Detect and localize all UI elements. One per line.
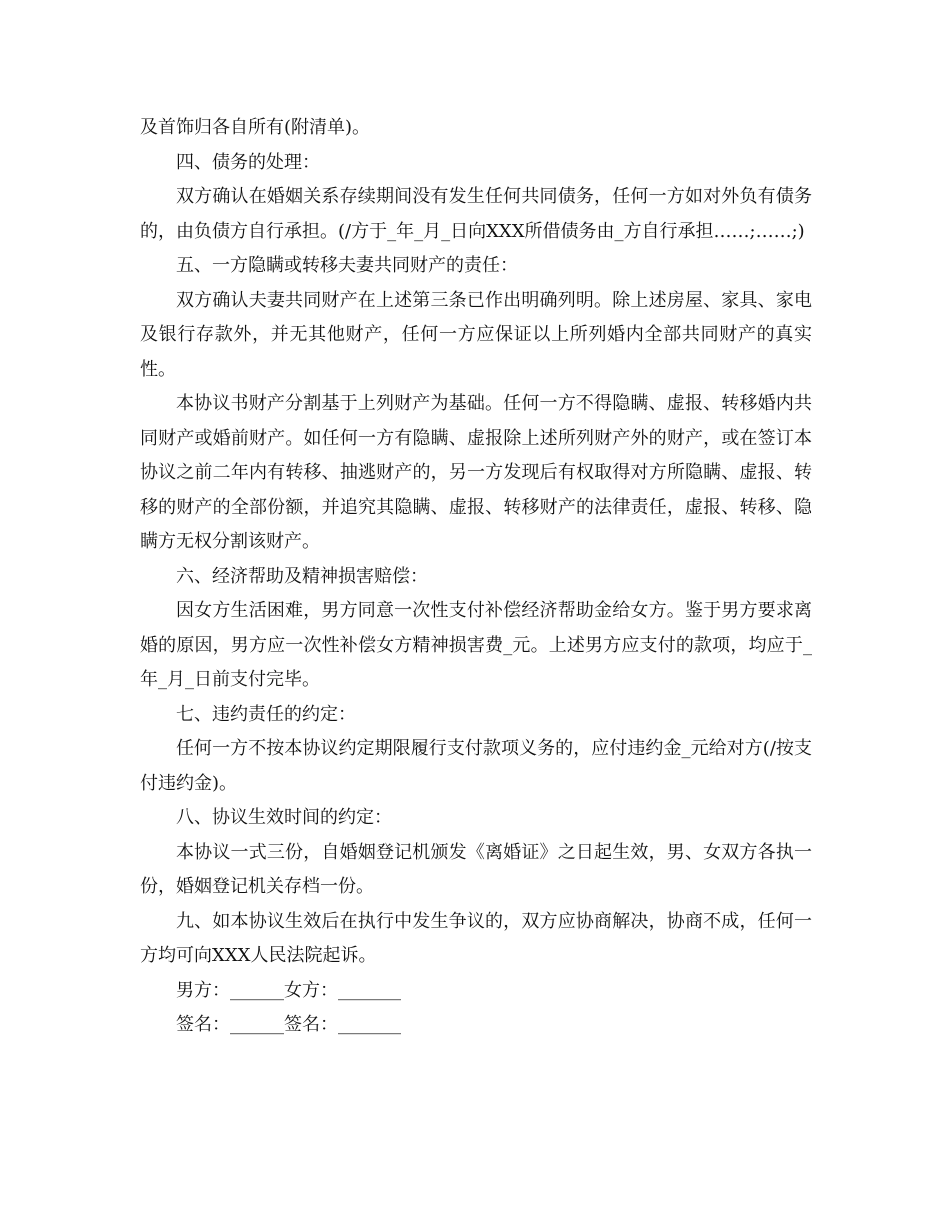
paragraph-effective-time: 本协议一式三份，自婚姻登记机颁发《离婚证》之日起生效，男、女双方各执一份，婚姻登记机关存档一份。 [140, 841, 812, 897]
heading-effective-time: 八、协议生效时间的约定： [176, 807, 392, 828]
paragraph-economic-assistance: 因女方生活困难，男方同意一次性支付补偿经济帮助金给女方。鉴于男方要求离婚的原因，男方应一次性补偿女方精神损害费_元。上述男方应支付的款项，均应于_年_月_日前支付完毕。 [140, 600, 812, 690]
paragraph-breach-liability: 任何一方不按本协议约定期限履行支付款项义务的，应付违约金_元给对方(/按支付违约金)。 [140, 738, 812, 794]
paragraph-joint-property-confirmation: 双方确认夫妻共同财产在上述第三条已作出明确列明。除上述房屋、家具、家电及银行存款外，并无其他财产，任何一方应保证以上所列婚内全部共同财产的真实性。 [140, 289, 812, 380]
paragraph-dispute-resolution: 九、如本协议生效后在执行中发生争议的，双方应协商解决，协商不成，任何一方均可向XXX人民法院起诉。 [140, 910, 812, 966]
paragraph-property-division-basis: 本协议书财产分割基于上列财产为基础。任何一方不得隐瞒、虚报、转移婚内共同财产或婚前财产。如任何一方有隐瞒、虚报除上述所列财产外的财产，或在签订本协议之前二年内有转移、抽逃财产的，另一方发现后有权取得对方所隐瞒、虚报、转移的财产的全部份额，并追究其隐瞒、虚报、转移财产的法律责任，虚报、转移、隐瞒方无权分割该财产。 [140, 393, 812, 552]
paragraph-debt-handling: 双方确认在婚姻关系存续期间没有发生任何共同债务，任何一方如对外负有债务的，由负债方自行承担。(/方于_年_月_日向XXX所借债务由_方自行承担……;……;) [140, 186, 812, 242]
heading-concealment-liability: 五、一方隐瞒或转移夫妻共同财产的责任： [176, 255, 518, 276]
signature-names-line: 签名：______签名：_______ [176, 1014, 401, 1035]
paragraph-jewelry-ownership: 及首饰归各自所有(附清单)。 [140, 117, 371, 138]
heading-breach-liability: 七、违约责任的约定： [176, 703, 356, 725]
document-body [140, 111, 812, 1043]
heading-debt-handling: 四、债务的处理： [176, 151, 320, 173]
signature-parties-line: 男方：______女方：_______ [176, 979, 401, 1001]
heading-economic-assistance: 六、经济帮助及精神损害赔偿： [176, 565, 428, 587]
